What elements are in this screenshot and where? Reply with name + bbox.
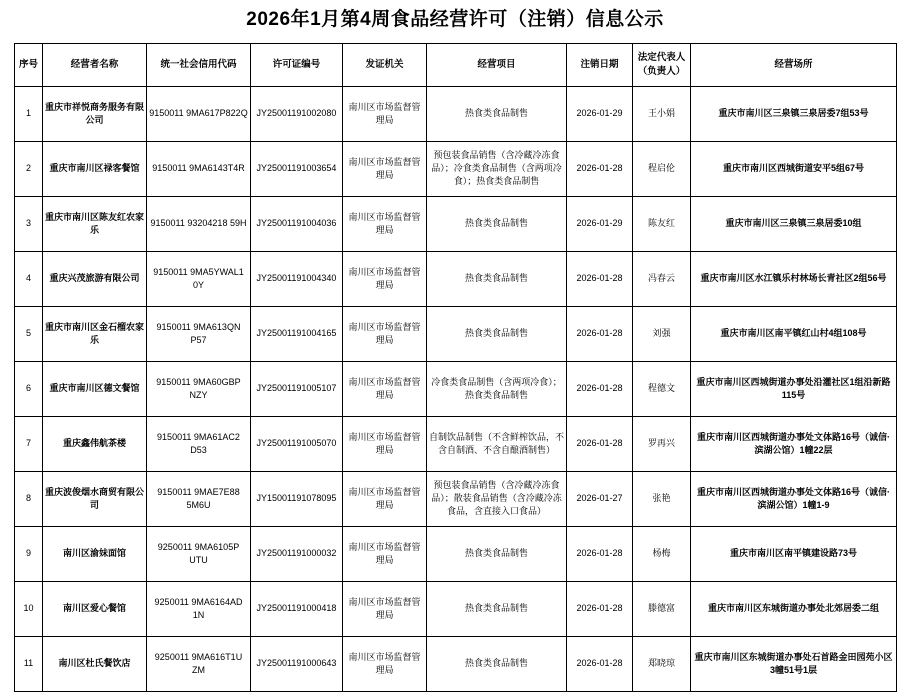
cell-license-no: JY25001191000032 <box>251 526 343 581</box>
cell-index: 11 <box>15 636 43 691</box>
cell-authority: 南川区市场监督管理局 <box>343 526 427 581</box>
table-row <box>15 141 897 196</box>
page-title: 2026年1月第4周食品经营许可（注销）信息公示 <box>246 9 664 30</box>
cell-authority: 南川区市场监督管理局 <box>343 251 427 306</box>
cell-legal-person: 程启伦 <box>633 141 691 196</box>
cell-license-no: JY25001191004036 <box>251 196 343 251</box>
cell-legal-person: 杨梅 <box>633 526 691 581</box>
cell-items: 冷食类食品制售（含两项冷食）；热食类食品制售 <box>427 361 567 416</box>
cell-name: 重庆市祥悦商务服务有限公司 <box>43 86 147 141</box>
cell-credit-code: 9150011 9MA60GBP NZY <box>147 361 251 416</box>
cell-authority: 南川区市场监督管理局 <box>343 416 427 471</box>
cell-cancel-date: 2026-01-28 <box>567 251 633 306</box>
cell-items: 热食类食品制售 <box>427 306 567 361</box>
cell-name: 南川区渝妹面馆 <box>43 526 147 581</box>
cell-credit-code: 9250011 9MA616T1U ZM <box>147 636 251 691</box>
cell-name: 重庆市南川区禄客餐馆 <box>43 141 147 196</box>
cell-license-no: JY25001191004165 <box>251 306 343 361</box>
cell-legal-person: 罗再兴 <box>633 416 691 471</box>
cell-index: 1 <box>15 86 43 141</box>
table-row <box>15 251 897 306</box>
cell-license-no: JY25001191000418 <box>251 581 343 636</box>
table-row <box>15 416 897 471</box>
column-header-index: 序号 <box>15 43 43 86</box>
column-header-name: 经营者名称 <box>43 43 147 86</box>
cell-index: 7 <box>15 416 43 471</box>
cell-authority: 南川区市场监督管理局 <box>343 196 427 251</box>
cell-name: 重庆市南川区陈友红农家乐 <box>43 196 147 251</box>
cell-license-no: JY25001191004340 <box>251 251 343 306</box>
cell-address: 重庆市南川区西城街道安平5组67号 <box>691 141 897 196</box>
cell-address: 重庆市南川区西城街道办事处文体路16号（诚信·滨湖公馆）1幢22层 <box>691 416 897 471</box>
cell-legal-person: 刘强 <box>633 306 691 361</box>
cell-legal-person: 郑晓琼 <box>633 636 691 691</box>
cell-address: 重庆市南川区三泉镇三泉居委7组53号 <box>691 86 897 141</box>
table-header-row <box>15 43 897 86</box>
cell-credit-code: 9150011 93204218 59H <box>147 196 251 251</box>
column-header-cancel-date: 注销日期 <box>567 43 633 86</box>
cell-address: 重庆市南川区东城街道办事处北郊居委二组 <box>691 581 897 636</box>
column-header-legal-person: 法定代表人（负责人） <box>633 43 691 86</box>
table-row <box>15 361 897 416</box>
cell-address: 重庆市南川区东城街道办事处石首路金田园苑小区3幢51号1层 <box>691 636 897 691</box>
cell-credit-code: 9150011 9MA5YWAL1 0Y <box>147 251 251 306</box>
cell-credit-code: 9250011 9MA6105P UTU <box>147 526 251 581</box>
column-header-authority: 发证机关 <box>343 43 427 86</box>
cell-cancel-date: 2026-01-28 <box>567 361 633 416</box>
cell-license-no: JY25001191005107 <box>251 361 343 416</box>
cell-authority: 南川区市场监督管理局 <box>343 581 427 636</box>
cell-license-no: JY25001191000643 <box>251 636 343 691</box>
cell-items: 预包装食品销售（含冷藏冷冻食品）；散装食品销售（含冷藏冷冻食品，含直接入口食品） <box>427 471 567 526</box>
cell-cancel-date: 2026-01-28 <box>567 526 633 581</box>
cell-license-no: JY25001191003654 <box>251 141 343 196</box>
cell-items: 热食类食品制售 <box>427 86 567 141</box>
column-header-license-no: 许可证编号 <box>251 43 343 86</box>
cell-index: 9 <box>15 526 43 581</box>
table-row <box>15 581 897 636</box>
cell-authority: 南川区市场监督管理局 <box>343 306 427 361</box>
cell-legal-person: 陈友红 <box>633 196 691 251</box>
cell-items: 热食类食品制售 <box>427 636 567 691</box>
cell-name: 重庆市南川区金石榴农家乐 <box>43 306 147 361</box>
cell-cancel-date: 2026-01-28 <box>567 416 633 471</box>
cell-address: 重庆市南川区水江镇乐村林场长青社区2组56号 <box>691 251 897 306</box>
cell-name: 重庆鑫伟航茶楼 <box>43 416 147 471</box>
cell-cancel-date: 2026-01-28 <box>567 306 633 361</box>
cell-legal-person: 程德文 <box>633 361 691 416</box>
column-header-credit-code: 统一社会信用代码 <box>147 43 251 86</box>
cell-credit-code: 9150011 9MA6143T4R <box>147 141 251 196</box>
table-body <box>15 86 897 691</box>
table-row <box>15 86 897 141</box>
cell-items: 热食类食品制售 <box>427 196 567 251</box>
cell-items: 热食类食品制售 <box>427 526 567 581</box>
table-row <box>15 196 897 251</box>
cell-index: 3 <box>15 196 43 251</box>
table-row <box>15 526 897 581</box>
cell-items: 自制饮品制售（不含鲜榨饮品，不含自制酒、不含自酿酒制售） <box>427 416 567 471</box>
cell-index: 5 <box>15 306 43 361</box>
cell-authority: 南川区市场监督管理局 <box>343 636 427 691</box>
cell-credit-code: 9250011 9MA6164AD 1N <box>147 581 251 636</box>
cell-credit-code: 9150011 9MA617P822Q <box>147 86 251 141</box>
cell-items: 热食类食品制售 <box>427 581 567 636</box>
table-row <box>15 471 897 526</box>
cell-legal-person: 张艳 <box>633 471 691 526</box>
cell-address: 重庆市南川区三泉镇三泉居委10组 <box>691 196 897 251</box>
cell-index: 6 <box>15 361 43 416</box>
cell-cancel-date: 2026-01-28 <box>567 581 633 636</box>
cell-address: 重庆市南川区西城街道办事处文体路16号（诚信·滨湖公馆）1幢1-9 <box>691 471 897 526</box>
cell-legal-person: 冯春云 <box>633 251 691 306</box>
cell-authority: 南川区市场监督管理局 <box>343 86 427 141</box>
cell-items: 热食类食品制售 <box>427 251 567 306</box>
cell-cancel-date: 2026-01-27 <box>567 471 633 526</box>
cell-cancel-date: 2026-01-29 <box>567 86 633 141</box>
cell-license-no: JY25001191005070 <box>251 416 343 471</box>
cell-address: 重庆市南川区南平镇红山村4组108号 <box>691 306 897 361</box>
cell-license-no: JY15001191078095 <box>251 471 343 526</box>
cell-cancel-date: 2026-01-28 <box>567 636 633 691</box>
cell-name: 重庆市南川区德文餐馆 <box>43 361 147 416</box>
cell-credit-code: 9150011 9MA613QN P57 <box>147 306 251 361</box>
cell-credit-code: 9150011 9MAE7E88 5M6U <box>147 471 251 526</box>
cell-legal-person: 王小娟 <box>633 86 691 141</box>
column-header-address: 经营场所 <box>691 43 897 86</box>
cell-index: 8 <box>15 471 43 526</box>
cell-authority: 南川区市场监督管理局 <box>343 471 427 526</box>
cell-address: 重庆市南川区西城街道办事处沿灌社区1组沿新路115号 <box>691 361 897 416</box>
cell-authority: 南川区市场监督管理局 <box>343 141 427 196</box>
cell-cancel-date: 2026-01-29 <box>567 196 633 251</box>
license-cancellation-table <box>14 43 897 692</box>
cell-index: 2 <box>15 141 43 196</box>
cell-index: 10 <box>15 581 43 636</box>
column-header-items: 经营项目 <box>427 43 567 86</box>
cell-cancel-date: 2026-01-28 <box>567 141 633 196</box>
cell-name: 南川区爱心餐馆 <box>43 581 147 636</box>
cell-name: 南川区杜氏餐饮店 <box>43 636 147 691</box>
table-row <box>15 636 897 691</box>
cell-name: 重庆波俊烟水商贸有限公司 <box>43 471 147 526</box>
table-row <box>15 306 897 361</box>
cell-legal-person: 滕德富 <box>633 581 691 636</box>
cell-address: 重庆市南川区南平镇建设路73号 <box>691 526 897 581</box>
cell-license-no: JY25001191002080 <box>251 86 343 141</box>
cell-authority: 南川区市场监督管理局 <box>343 361 427 416</box>
cell-index: 4 <box>15 251 43 306</box>
cell-credit-code: 9150011 9MA61AC2 D53 <box>147 416 251 471</box>
cell-name: 重庆兴茂旅游有限公司 <box>43 251 147 306</box>
cell-items: 预包装食品销售（含冷藏冷冻食品）；冷食类食品制售（含两项冷食）；热食类食品制售 <box>427 141 567 196</box>
